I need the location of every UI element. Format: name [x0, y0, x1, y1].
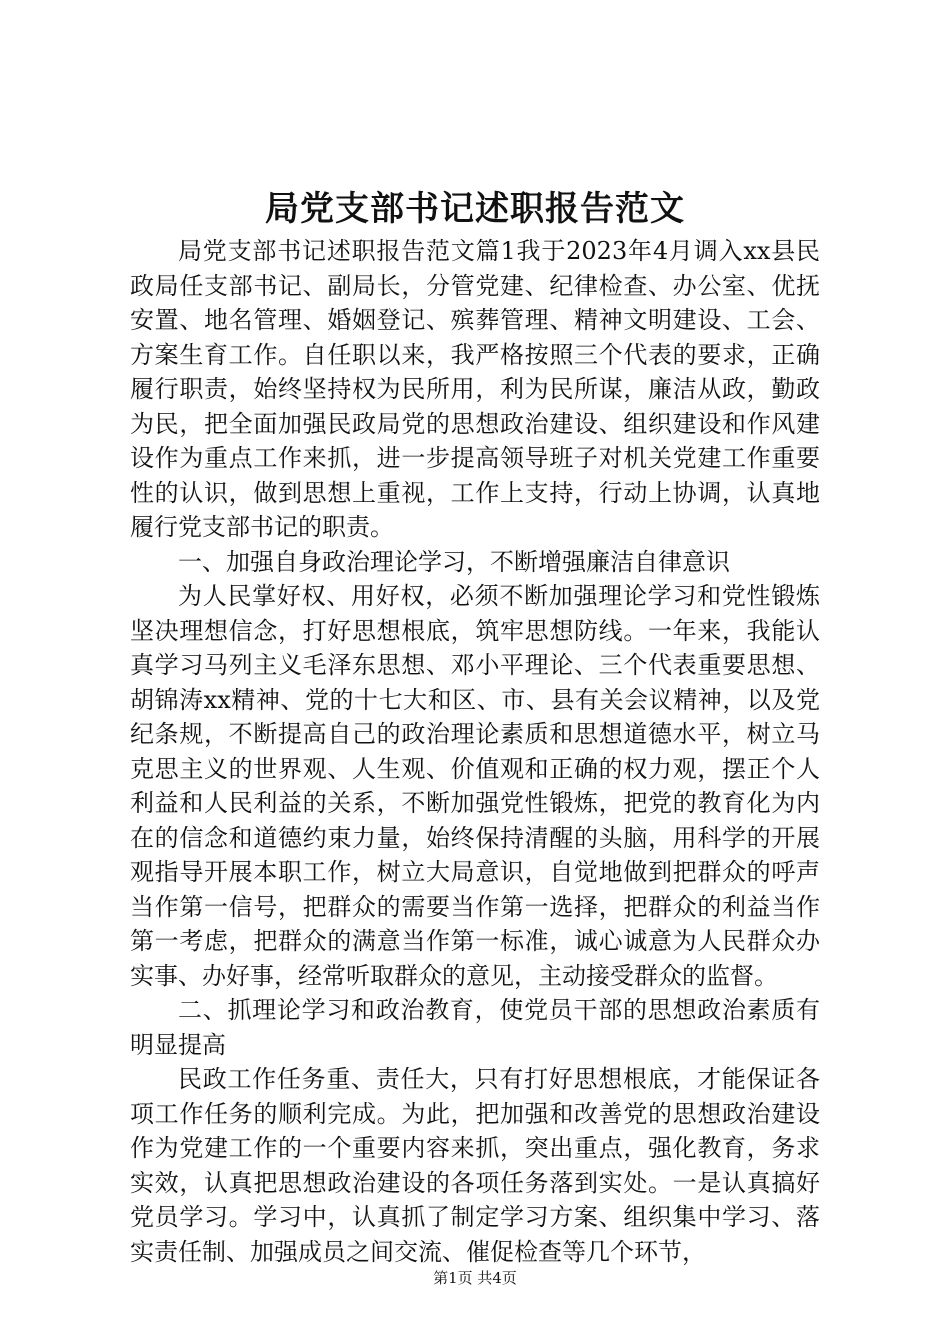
document-body	[130, 234, 820, 1269]
section-heading-2: 二、抓理论学习和政治教育，使党员干部的思想政治素质有明显提高	[130, 996, 820, 1059]
paragraph-section-1: 为人民掌好权、用好权，必须不断加强理论学习和党性锻炼坚决理想信念，打好思想根底，筑牢思想防线。一年来，我能认真学习马列主义毛泽东思想、邓小平理论、三个代表重要思想、胡锦涛xx精神、党的十七大和区、市、县有关会议精神，以及党纪条规，不断提高自己的政治理论素质和思想道德水平，树立马克思主义的世界观、人生观、价值观和正确的权力观，摆正个人利益和人民利益的关系，不断加强党性锻炼，把党的教育化为内在的信念和道德约束力量，始终保持清醒的头脑，用科学的开展观指导开展本职工作，树立大局意识，自觉地做到把群众的呼声当作第一信号，把群众的需要当作第一选择，把群众的利益当作第一考虑，把群众的满意当作第一标准，诚心诚意为人民群众办实事、办好事，经常听取群众的意见，主动接受群众的监督。	[130, 582, 820, 990]
paragraph-intro: 局党支部书记述职报告范文篇1我于2023年4月调入xx县民政局任支部书记、副局长，分管党建、纪律检查、办公室、优抚安置、地名管理、婚姻登记、殡葬管理、精神文明建设、工会、方案生育工作。自任职以来，我严格按照三个代表的要求，正确履行职责，始终坚持权为民所用，利为民所谋，廉洁从政，勤政为民，把全面加强民政局党的思想政治建设、组织建设和作风建设作为重点工作来抓，进一步提高领导班子对机关党建工作重要性的认识，做到思想上重视，工作上支持，行动上协调，认真地履行党支部书记的职责。	[130, 237, 820, 541]
paragraph-section-2: 民政工作任务重、责任大，只有打好思想根底，才能保证各项工作任务的顺利完成。为此，把加强和改善党的思想政治建设作为党建工作的一个重要内容来抓，突出重点，强化教育，务求实效，认真把思想政治建设的各项任务落到实处。一是认真搞好党员学习。学习中，认真抓了制定学习方案、组织集中学习、落实责任制、加强成员之间交流、催促检查等几个环节，	[130, 1065, 820, 1266]
document-title: 局党支部书记述职报告范文	[265, 189, 685, 229]
section-heading-1: 一、加强自身政治理论学习，不断增强廉洁自律意识	[178, 547, 730, 576]
page-footer: 第1页 共4页	[433, 1269, 517, 1287]
